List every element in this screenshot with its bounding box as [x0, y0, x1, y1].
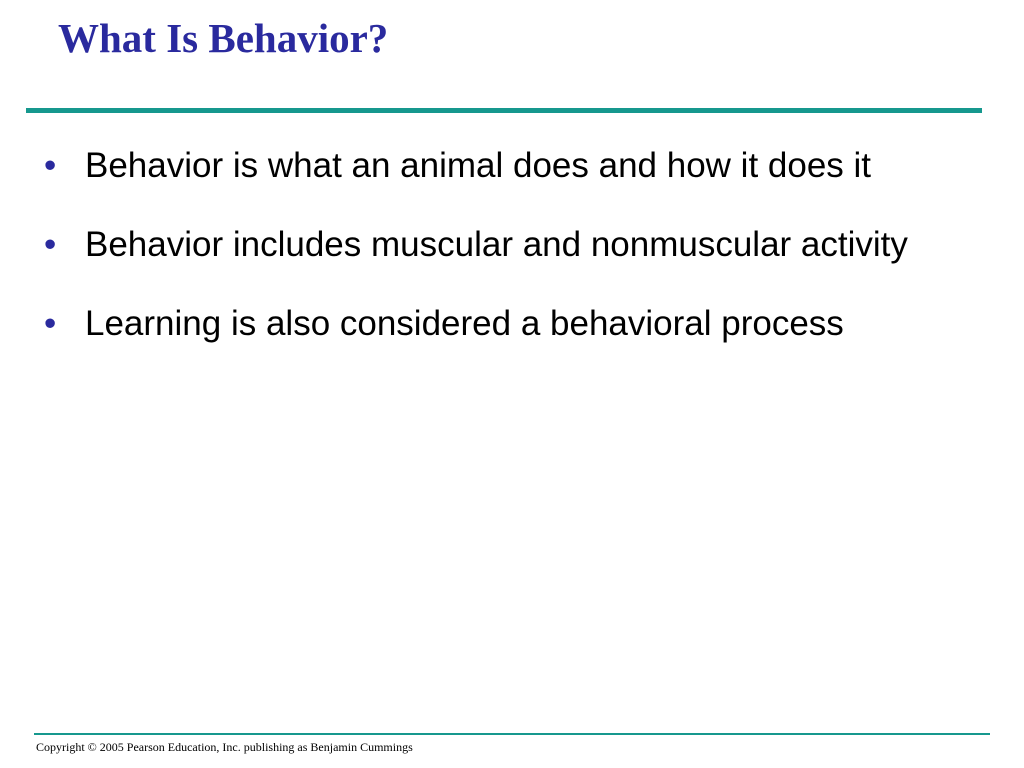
bullet-text: Learning is also considered a behavioral process	[85, 304, 844, 343]
bullet-text: Behavior is what an animal does and how it does it	[85, 146, 872, 185]
bullet-text: Behavior includes muscular and nonmuscular activity	[85, 225, 908, 264]
bullet-icon: •	[44, 146, 57, 185]
bullet-item	[44, 221, 974, 269]
footer-divider	[34, 733, 990, 735]
bullet-icon: •	[44, 304, 57, 343]
bullet-list	[44, 142, 974, 379]
copyright-footer: Copyright © 2005 Pearson Education, Inc. publishing as Benjamin Cummings	[36, 740, 413, 754]
bullet-item	[44, 142, 974, 190]
slide-title: What Is Behavior?	[58, 15, 389, 61]
title-divider	[26, 108, 982, 113]
bullet-icon: •	[44, 225, 57, 264]
bullet-item	[44, 300, 974, 348]
